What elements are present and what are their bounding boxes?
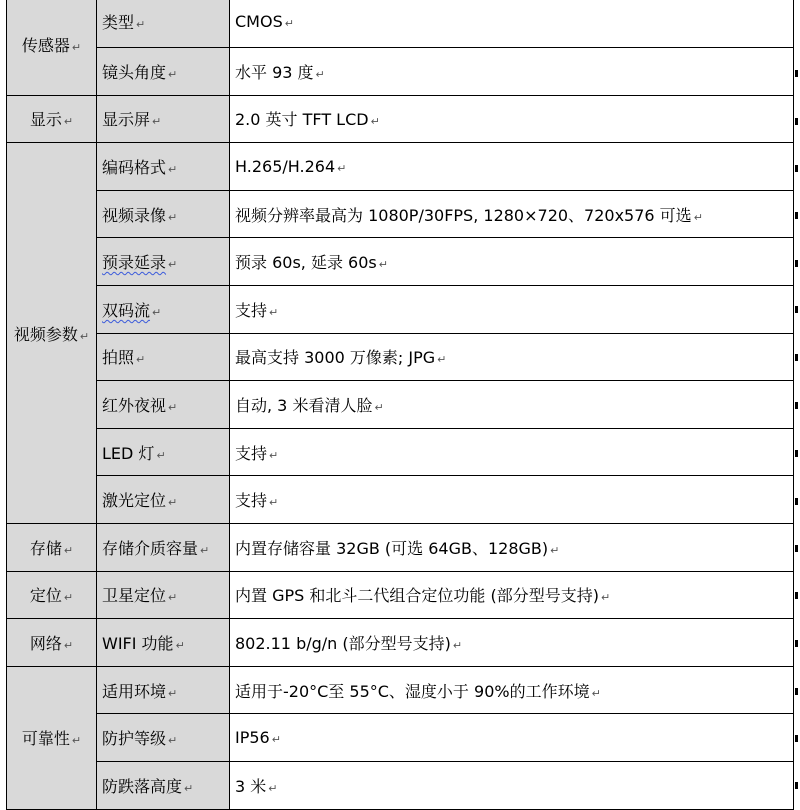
row-value: 支持	[235, 443, 268, 463]
row-label: 激光定位	[102, 491, 167, 511]
row-label: 红外夜视	[102, 395, 167, 415]
label-cell	[97, 238, 230, 286]
table-row	[7, 0, 794, 48]
category-label: 视频参数	[13, 324, 78, 344]
row-label: 卫星定位	[102, 586, 167, 606]
table-row	[7, 714, 794, 762]
paragraph-mark: ↵	[63, 638, 74, 652]
row-value: 3 米	[235, 776, 267, 796]
row-value: 视频分辨率最高为 1080P/30FPS, 1280×720、720x576 可选	[235, 205, 692, 225]
edge-mark	[795, 165, 798, 172]
label-cell	[97, 285, 230, 333]
label-cell	[97, 761, 230, 809]
paragraph-mark: ↵	[168, 258, 178, 272]
paragraph-mark: ↵	[71, 734, 82, 748]
paragraph-mark: ↵	[269, 448, 279, 462]
row-value: 自动, 3 米看清人脸	[235, 395, 373, 415]
table-row	[7, 761, 794, 809]
value-cell	[230, 143, 794, 191]
value-cell	[230, 428, 794, 476]
paragraph-mark: ↵	[71, 41, 82, 55]
paragraph-mark: ↵	[268, 781, 278, 795]
category-label: 存储	[29, 538, 62, 558]
row-value: H.265/H.264	[235, 156, 336, 176]
paragraph-mark: ↵	[315, 67, 325, 81]
category-cell	[7, 143, 97, 524]
label-cell	[97, 0, 230, 48]
row-value: 2.0 英寸 TFT LCD	[235, 110, 369, 130]
label-cell	[97, 190, 230, 238]
table-row	[7, 666, 794, 714]
paragraph-mark: ↵	[337, 161, 347, 175]
table-row	[7, 48, 794, 96]
value-cell	[230, 0, 794, 48]
paragraph-mark: ↵	[136, 353, 146, 367]
row-label: 镜头角度	[102, 62, 167, 82]
value-cell	[230, 381, 794, 429]
row-label: 拍照	[102, 348, 135, 368]
row-value: 内置存储容量 32GB (可选 64GB、128GB)	[235, 538, 549, 558]
category-label: 网络	[29, 633, 62, 653]
table-row	[7, 523, 794, 571]
edge-mark	[795, 545, 798, 552]
category-cell	[7, 523, 97, 571]
label-cell	[97, 523, 230, 571]
label-cell	[97, 619, 230, 667]
value-cell	[230, 238, 794, 286]
edge-mark	[795, 735, 798, 742]
paragraph-mark: ↵	[152, 305, 162, 319]
category-cell	[7, 0, 97, 95]
value-cell	[230, 333, 794, 381]
paragraph-mark: ↵	[437, 353, 447, 367]
category-cell	[7, 95, 97, 143]
row-value: CMOS	[235, 11, 283, 31]
category-cell	[7, 619, 97, 667]
edge-mark	[795, 212, 798, 219]
label-cell	[97, 571, 230, 619]
row-label: 双码流	[102, 300, 151, 320]
paragraph-mark: ↵	[63, 543, 74, 557]
label-cell	[97, 666, 230, 714]
paragraph-mark: ↵	[168, 400, 178, 414]
paragraph-mark: ↵	[284, 16, 294, 30]
paragraph-mark: ↵	[175, 638, 185, 652]
row-label: 显示屏	[102, 110, 151, 130]
category-cell	[7, 571, 97, 619]
category-label: 定位	[29, 586, 62, 606]
paragraph-mark: ↵	[168, 734, 178, 748]
paragraph-mark: ↵	[136, 17, 146, 31]
edge-mark	[795, 354, 798, 361]
paragraph-mark: ↵	[168, 162, 178, 176]
paragraph-mark: ↵	[168, 496, 178, 510]
row-label: 预录延录	[102, 253, 167, 273]
label-cell	[97, 714, 230, 762]
spec-table-body	[7, 0, 794, 809]
row-value: 支持	[235, 491, 268, 511]
table-row	[7, 571, 794, 619]
paragraph-mark: ↵	[63, 115, 74, 129]
paragraph-mark: ↵	[200, 543, 210, 557]
paragraph-mark: ↵	[452, 638, 463, 652]
value-cell	[230, 619, 794, 667]
row-label: 适用环境	[102, 681, 167, 701]
row-value: 最高支持 3000 万像素; JPG	[235, 348, 436, 368]
paragraph-mark: ↵	[79, 329, 90, 343]
value-cell	[230, 48, 794, 96]
paragraph-mark: ↵	[374, 400, 384, 414]
table-row	[7, 190, 794, 238]
category-cell	[7, 666, 97, 809]
paragraph-mark: ↵	[156, 448, 166, 462]
table-row	[7, 238, 794, 286]
row-label: 存储介质容量	[102, 538, 199, 558]
edge-mark	[795, 592, 798, 599]
value-cell	[230, 523, 794, 571]
row-value: 适用于-20°C至 55°C、湿度小于 90%的工作环境	[235, 681, 590, 701]
spec-table	[6, 0, 794, 810]
table-row	[7, 476, 794, 524]
row-label: 防跌落高度	[102, 776, 183, 796]
value-cell	[230, 666, 794, 714]
row-label: 防护等级	[102, 729, 167, 749]
row-label: WIFI 功能	[102, 633, 174, 653]
paragraph-mark: ↵	[168, 210, 178, 224]
paragraph-mark: ↵	[269, 305, 279, 319]
paragraph-mark: ↵	[168, 591, 178, 605]
row-value: 预录 60s, 延录 60s	[235, 253, 377, 273]
table-row	[7, 285, 794, 333]
edge-mark	[795, 306, 798, 313]
table-row	[7, 619, 794, 667]
value-cell	[230, 285, 794, 333]
row-value: 水平 93 度	[235, 62, 314, 82]
category-label: 显示	[29, 110, 62, 130]
label-cell	[97, 476, 230, 524]
paragraph-mark: ↵	[184, 781, 194, 795]
row-label: 类型	[102, 12, 135, 32]
edge-mark	[795, 70, 798, 77]
paragraph-mark: ↵	[550, 543, 560, 557]
edge-mark	[795, 782, 798, 789]
paragraph-mark: ↵	[63, 591, 74, 605]
paragraph-mark: ↵	[600, 591, 611, 605]
edge-mark	[795, 118, 798, 125]
label-cell	[97, 95, 230, 143]
paragraph-mark: ↵	[269, 496, 279, 510]
row-value: 内置 GPS 和北斗二代组合定位功能 (部分型号支持)	[235, 586, 599, 606]
edge-mark	[795, 498, 798, 505]
table-row	[7, 428, 794, 476]
row-label: 视频录像	[102, 205, 167, 225]
row-label: 编码格式	[102, 157, 167, 177]
edge-mark	[795, 260, 798, 267]
value-cell	[230, 476, 794, 524]
value-cell	[230, 714, 794, 762]
table-row	[7, 143, 794, 191]
label-cell	[97, 143, 230, 191]
label-cell	[97, 333, 230, 381]
paragraph-mark: ↵	[591, 686, 601, 700]
row-value: IP56	[235, 728, 270, 748]
value-cell	[230, 95, 794, 143]
value-cell	[230, 761, 794, 809]
edge-mark	[795, 640, 798, 647]
paragraph-mark: ↵	[693, 210, 703, 224]
category-label: 传感器	[21, 36, 70, 56]
label-cell	[97, 48, 230, 96]
value-cell	[230, 190, 794, 238]
edge-mark	[795, 450, 798, 457]
paragraph-mark: ↵	[168, 67, 178, 81]
paragraph-mark: ↵	[271, 733, 281, 747]
row-value: 802.11 b/g/n (部分型号支持)	[235, 633, 451, 653]
edge-mark	[795, 688, 798, 695]
paragraph-mark: ↵	[378, 258, 388, 272]
category-label: 可靠性	[21, 729, 70, 749]
value-cell	[230, 571, 794, 619]
row-value: 支持	[235, 300, 268, 320]
label-cell	[97, 428, 230, 476]
paragraph-mark: ↵	[152, 115, 162, 129]
table-row	[7, 381, 794, 429]
paragraph-mark: ↵	[370, 115, 380, 129]
row-label: LED 灯	[102, 443, 155, 463]
table-row	[7, 333, 794, 381]
paragraph-mark: ↵	[168, 686, 178, 700]
table-row	[7, 95, 794, 143]
edge-mark	[795, 402, 798, 409]
label-cell	[97, 381, 230, 429]
